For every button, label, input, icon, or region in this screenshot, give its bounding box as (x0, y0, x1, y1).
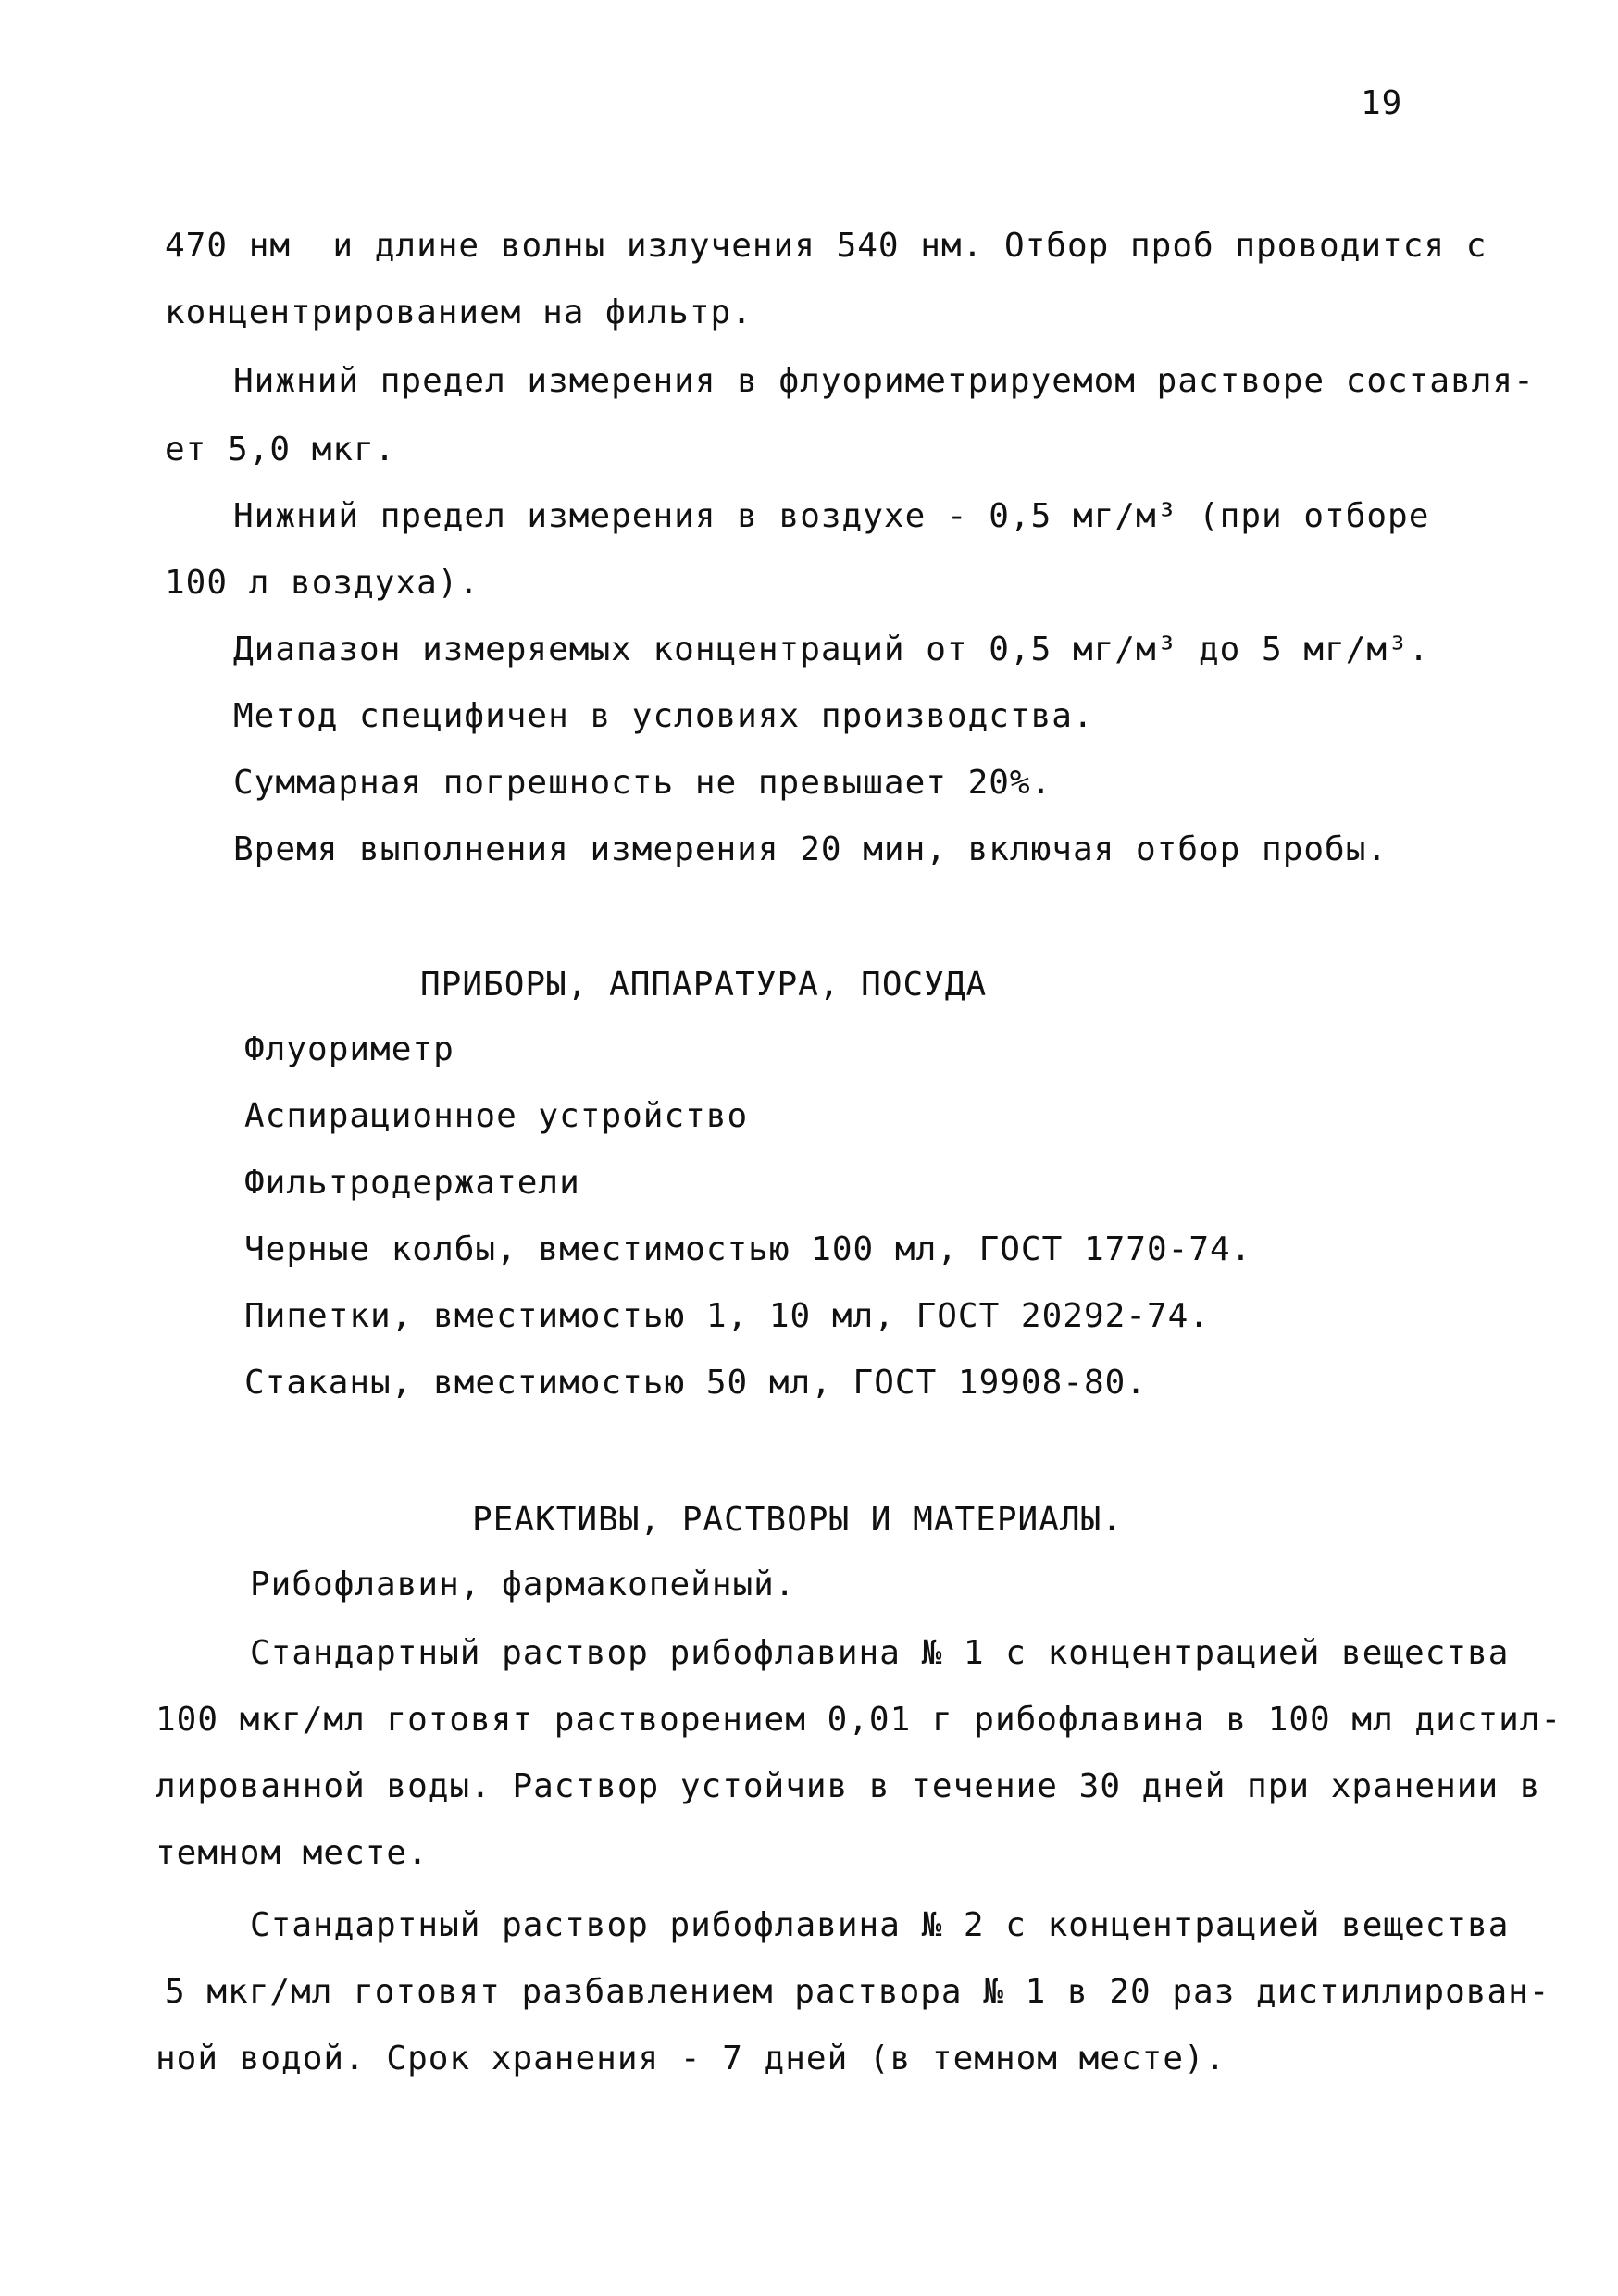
paragraph-line: 100 л воздуха). (165, 564, 480, 602)
list-item: Пипетки, вместимостью 1, 10 мл, ГОСТ 20292-74. (244, 1297, 1210, 1335)
list-item: Черные колбы, вместимостью 100 мл, ГОСТ 1770-74. (244, 1230, 1252, 1268)
paragraph-line: Рибофлавин, фармакопейный. (250, 1566, 796, 1603)
paragraph-line: Суммарная погрешность не превышает 20%. (233, 764, 1052, 802)
section-heading: ПРИБОРЫ, АППАРАТУРА, ПОСУДА (420, 966, 988, 1004)
paragraph-line: Нижний предел измерения в флуориметрируемом растворе составля- (233, 362, 1535, 400)
paragraph-line: концентрированием на фильтр. (165, 293, 753, 331)
paragraph-line: лированной воды. Раствор устойчив в течение 30 дней при хранении в (156, 1767, 1541, 1805)
list-item: Флуориметр (244, 1030, 454, 1068)
page-number: 19 (1361, 84, 1403, 122)
list-item: Аспирационное устройство (244, 1097, 749, 1135)
paragraph-line: 5 мкг/мл готовят разбавлением раствора № 1 в 20 раз дистиллирован- (165, 1973, 1550, 2011)
paragraph-line: Диапазон измеряемых концентраций от 0,5 мг/м³ до 5 мг/м³. (233, 630, 1430, 668)
paragraph-line: Стандартный раствор рибофлавина № 2 с концентрацией вещества (250, 1906, 1510, 1944)
paragraph-line: ной водой. Срок хранения - 7 дней (в темном месте). (156, 2040, 1226, 2078)
paragraph-line: Стандартный раствор рибофлавина № 1 с концентрацией вещества (250, 1634, 1510, 1672)
paragraph-line: Время выполнения измерения 20 мин, включая отбор пробы. (233, 830, 1388, 868)
section-heading: РЕАКТИВЫ, РАСТВОРЫ И МАТЕРИАЛЫ. (472, 1501, 1123, 1539)
paragraph-line: 470 нм и длине волны излучения 540 нм. Отбор проб проводится с (165, 227, 1487, 265)
paragraph-line: 100 мкг/мл готовят растворением 0,01 г рибофлавина в 100 мл дистил- (156, 1701, 1562, 1739)
paragraph-line: ет 5,0 мкг. (165, 430, 396, 468)
list-item: Фильтродержатели (244, 1164, 580, 1202)
paragraph-line: Нижний предел измерения в воздухе - 0,5 мг/м³ (при отборе (233, 497, 1430, 535)
paragraph-line: Метод специфичен в условиях производства. (233, 697, 1094, 735)
paragraph-line: темном месте. (156, 1834, 429, 1872)
list-item: Стаканы, вместимостью 50 мл, ГОСТ 19908-80. (244, 1364, 1147, 1402)
